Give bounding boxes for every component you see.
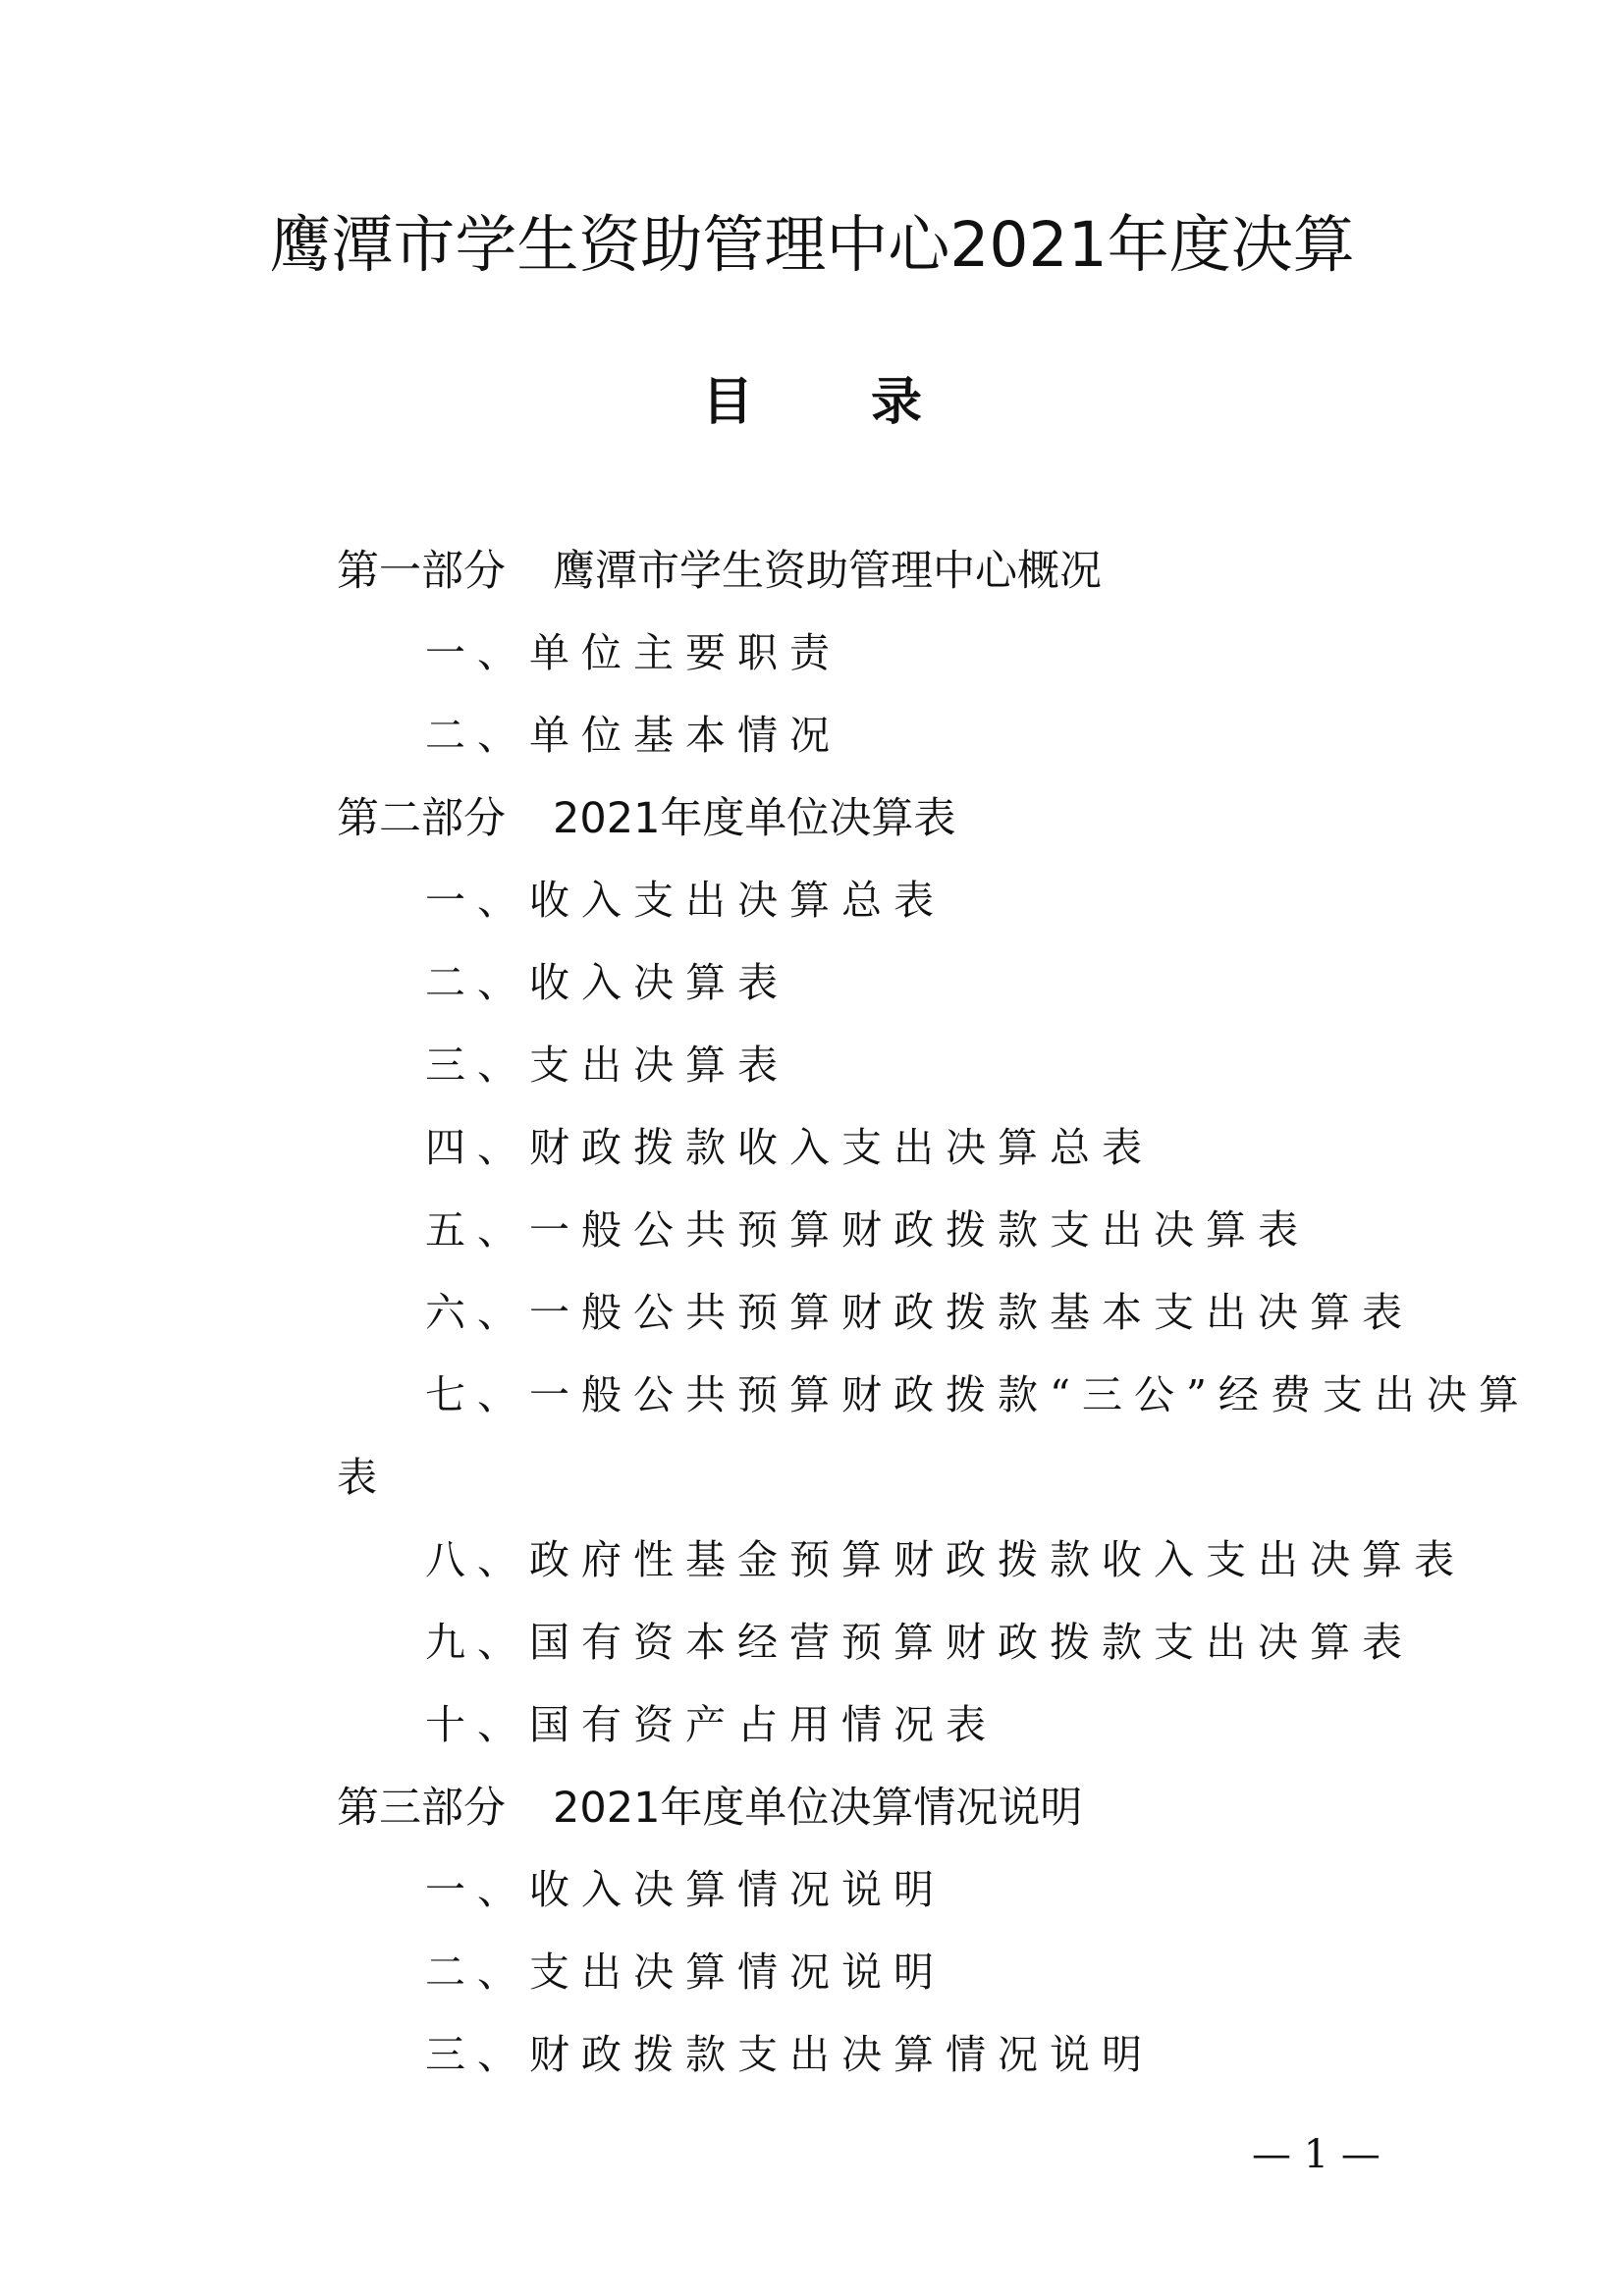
toc-part-label: 第一部分 [337,547,506,596]
toc-heading-right: 录 [871,373,923,432]
toc-item: 二、单位基本情况 [425,712,841,759]
toc-item: 六、一般公共预算财政拨款基本支出决算表 [425,1289,1414,1336]
toc-item: 八、政府性基金预算财政拨款收入支出决算表 [425,1536,1466,1583]
toc-part-title: 2021年度单位决算表 [553,794,956,843]
toc-item: 三、支出决算表 [425,1041,789,1089]
toc-item: 七、一般公共预算财政拨款“三公”经费支出决算 [425,1371,1531,1418]
toc-item: 一、单位主要职责 [425,629,841,676]
toc-item: 二、收入决算表 [425,959,789,1006]
toc-item: 二、支出决算情况说明 [425,1949,946,1996]
toc-item: 五、一般公共预算财政拨款支出决算表 [425,1206,1310,1254]
toc-item: 十、国有资产占用情况表 [425,1701,998,1748]
toc-part-1 [337,538,1102,598]
toc-item: 三、财政拨款支出决算情况说明 [425,2031,1154,2078]
toc-heading [0,368,1624,437]
toc-heading-left: 目 [701,373,753,432]
toc-item-continuation: 表 [337,1454,377,1501]
toc-item: 一、收入支出决算总表 [425,877,946,924]
toc-item: 四、财政拨款收入支出决算总表 [425,1124,1154,1171]
toc-part-2 [337,785,955,845]
toc-part-label: 第二部分 [337,794,506,843]
toc-item: 一、收入决算情况说明 [425,1866,946,1913]
toc-part-label: 第三部分 [337,1784,506,1833]
toc-part-3 [337,1775,1082,1835]
page-number: — 1 — [1252,2132,1380,2177]
toc-item: 九、国有资本经营预算财政拨款支出决算表 [425,1619,1414,1666]
toc-part-title: 2021年度单位决算情况说明 [553,1784,1083,1833]
toc-part-title: 鹰潭市学生资助管理中心概况 [553,547,1102,596]
document-title: 鹰潭市学生资助管理中心2021年度决算 [269,209,1355,281]
